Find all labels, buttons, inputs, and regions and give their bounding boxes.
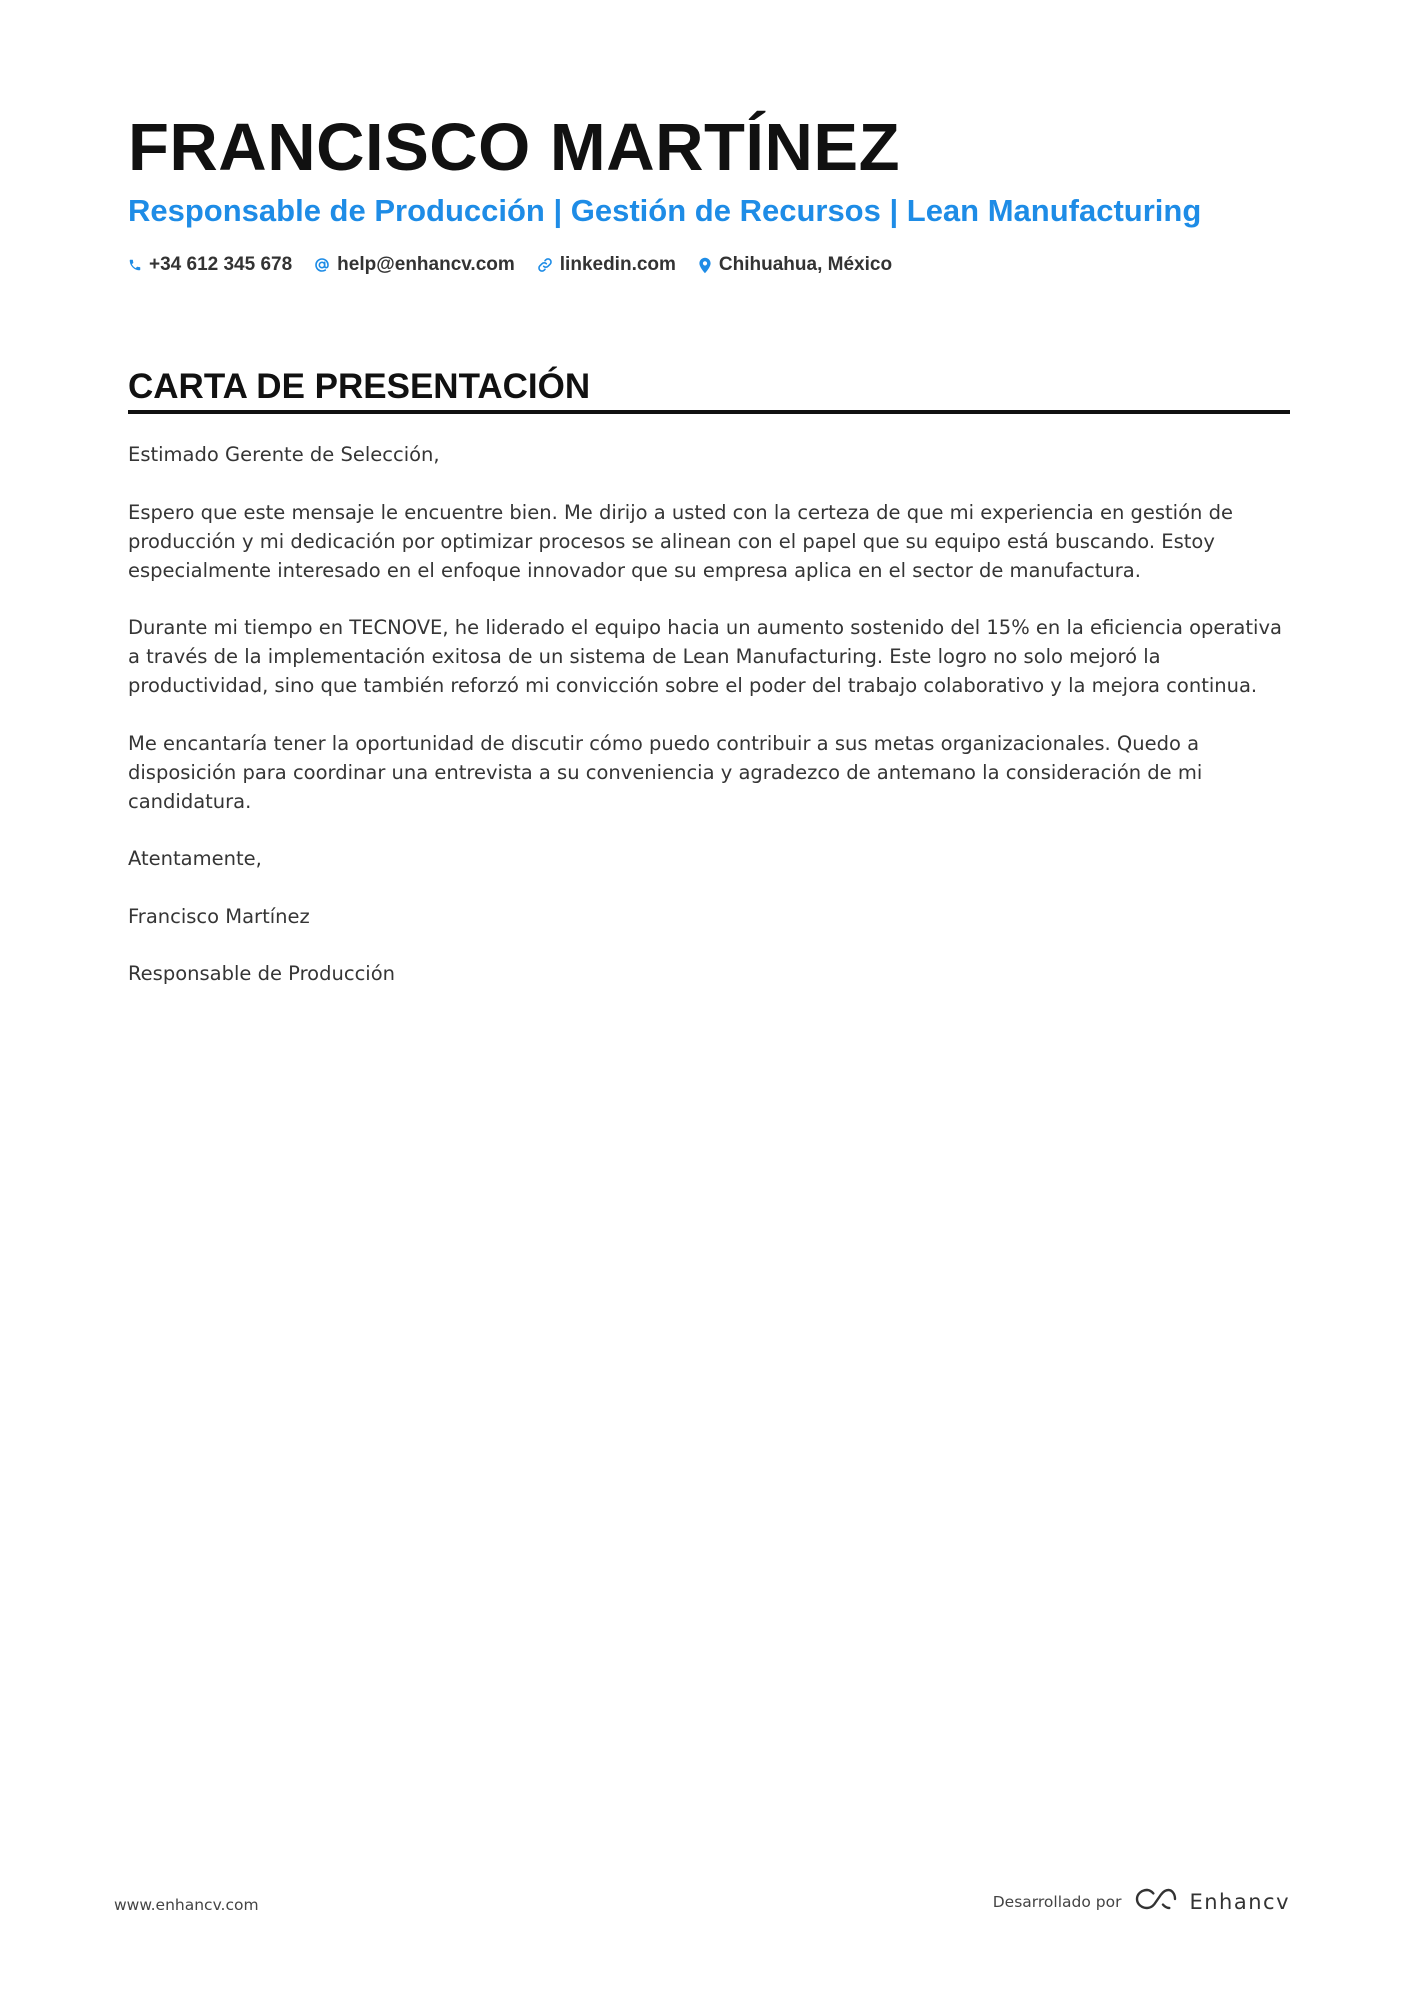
section-title: CARTA DE PRESENTACIÓN — [128, 367, 591, 406]
footer-website-link[interactable]: www.enhancv.com — [114, 1896, 259, 1914]
brand-name: Enhancv — [1189, 1889, 1290, 1914]
section-divider — [128, 410, 1290, 414]
contact-bar — [128, 254, 892, 276]
phone-icon — [128, 258, 142, 272]
letter-body — [128, 440, 1290, 1017]
footer-branding — [993, 1886, 1290, 1917]
letter-greeting: Estimado Gerente de Selección, — [128, 443, 440, 466]
signature-name: Francisco Martínez — [128, 904, 310, 928]
powered-by-text: Desarrollado por — [992, 1892, 1122, 1911]
linkedin-text: linkedin.com — [559, 254, 676, 275]
enhancv-logo-icon — [1133, 1886, 1179, 1917]
signature-title: Responsable de Producción — [128, 962, 395, 985]
letter-closing: Atentamente, — [128, 847, 262, 870]
contact-linkedin[interactable] — [537, 254, 676, 276]
contact-location — [698, 254, 892, 276]
letter-paragraph: Durante mi tiempo en TECNOVE, he liderado el equipo hacia un aumento sostenido del 15% en la eficiencia operativa a través de la implementación exitosa de un sistema de Lean Manufacturing. Este logro no solo mejoró la productividad, sino que también reforzó mi convicción sobre el poder del trabajo colaborativo y la mejora continua. — [128, 616, 1282, 697]
contact-phone[interactable] — [128, 254, 292, 276]
applicant-headline: Responsable de Producción | Gestión de Recursos | Lean Manufacturing — [128, 193, 1202, 228]
contact-email[interactable] — [314, 254, 515, 276]
letter-paragraph: Espero que este mensaje le encuentre bien. Me dirijo a usted con la certeza de que mi experiencia en gestión de producción y mi dedicación por optimizar procesos se alinean con el papel que su equipo está buscando. Estoy especialmente interesado en el enfoque innovador que su empresa aplica en el sector de manufactura. — [128, 500, 1233, 582]
applicant-name: FRANCISCO MARTÍNEZ — [128, 110, 901, 185]
brand-logo[interactable] — [1133, 1886, 1290, 1917]
location-text: Chihuahua, México — [718, 254, 893, 275]
letter-paragraph: Me encantaría tener la oportunidad de discutir cómo puedo contribuir a sus metas organizacionales. Quedo a disposición para coordinar una entrevista a su conveniencia y agradezco de antemano la consideración de mi candidatura. — [128, 731, 1203, 813]
link-icon — [537, 257, 553, 273]
email-text: help@enhancv.com — [337, 254, 515, 275]
at-icon — [314, 257, 330, 273]
phone-text: +34 612 345 678 — [149, 254, 293, 275]
map-pin-icon — [698, 257, 712, 274]
